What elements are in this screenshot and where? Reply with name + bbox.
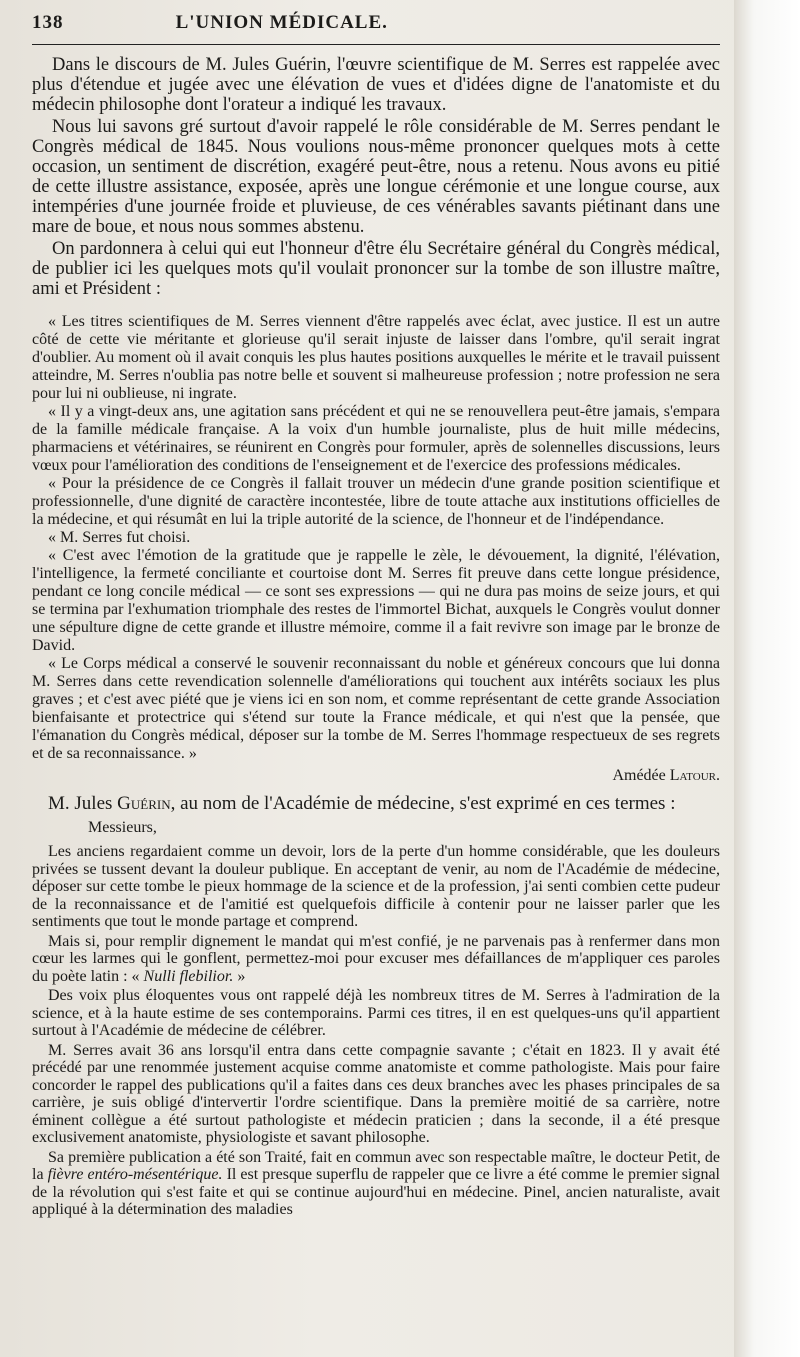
section-title-prefix: M. Jules	[48, 793, 113, 814]
guerin-p2-text-b: »	[233, 967, 246, 985]
intro-paragraph-1: Dans le discours de M. Jules Guérin, l'œuvre scientifique de M. Serres est rappelée avec plus d'étendue et jugée avec une élévation de vues et d'idées digne de l'anatomiste et du médecin philosophe dont l'orateur a indiqué les travaux.	[32, 55, 720, 115]
salutation: Messieurs,	[88, 819, 157, 836]
latour-paragraph-2: « Il y a vingt-deux ans, une agitation sans précédent et qui ne se renouvellera peut-être jamais, s'empara de la famille médicale française. A la voix d'un humble journaliste, plus de huit mille médecins, pharmaciens et vétérinaires, se réunirent en Congrès pour formuler, après de solennelles discussions, leurs vœux pour l'amélioration des conditions de l'enseignement et de l'exercice des professions médicales.	[32, 403, 720, 474]
guerin-paragraph-5	[32, 1149, 720, 1219]
guerin-speech	[32, 843, 720, 1219]
page-edge	[734, 0, 800, 1357]
page-number: 138	[32, 12, 64, 33]
guerin-p5-italic: fièvre entéro-mésentérique.	[47, 1166, 223, 1183]
section-title-rest: , au nom de l'Académie de médecine, s'est exprimé en ces termes :	[170, 793, 676, 814]
intro-section	[32, 55, 720, 299]
running-title: L'UNION MÉDICALE.	[175, 12, 388, 33]
section-title-name: Guérin	[117, 793, 171, 814]
header-rule	[32, 44, 720, 45]
latour-paragraph-4: « M. Serres fut choisi.	[48, 529, 191, 546]
guerin-p5-text-a: Sa première publication a été son Traité, fait en commun avec son respectable maître, le docteur Petit, de la	[32, 1148, 720, 1183]
guerin-paragraph-2	[32, 933, 720, 986]
guerin-paragraph-3: Des voix plus éloquentes vous ont rappelé déjà les nombreux titres de M. Serres à l'admiration de la science, et à la haute estime de ses contemporains. Parmi ces titres, il en est quelques-uns qu'il appartient surtout à l'Académie de médecine de célébrer.	[32, 987, 720, 1039]
guerin-p2-italic: Nulli flebilior.	[143, 967, 234, 985]
guerin-p2-text-a: Mais si, pour remplir dignement le mandat qui m'est confié, je ne parvenais pas à renfermer dans mon cœur les larmes qui le gonflent, permettez-moi pour excuser mes défaillances de m'appliquer ces paroles du poète latin : «	[32, 932, 720, 985]
latour-paragraph-1: « Les titres scientifiques de M. Serres viennent d'être rappelés avec éclat, avec justice. Il est un autre côté de cette vie méritante et glorieuse qu'il serait injuste de laisser dans l'ombre, qu'il serait ingrat d'oublier. Au moment où il avait conquis les plus hautes positions auxquelles le mérite et le travail puissent atteindre, M. Serres n'oublia pas notre belle et souvent si malheureuse profession ; notre profession ne sera pour lui ni oublieuse, ni ingrate.	[32, 313, 720, 402]
section-title	[32, 793, 720, 815]
latour-paragraph-6: « Le Corps médical a conservé le souvenir reconnaissant du noble et généreux concours que lui donna M. Serres dans cette revendication solennelle d'améliorations qui touchent aux intérêts sociaux les plus graves ; et c'est avec piété que je viens ici en son nom, et comme représentant de cette grande Association bienfaisante et protectrice qui s'étend sur toute la France médicale, et qui n'est que la pensée, que l'émanation du Congrès médical, déposer sur la tombe de M. Serres l'hommage respectueux de ses regrets et de sa reconnaissance. »	[32, 655, 720, 762]
signature	[32, 767, 720, 785]
guerin-paragraph-1: Les anciens regardaient comme un devoir, lors de la perte d'un homme considérable, que les douleurs privées se tussent devant la douleur publique. En acceptant de venir, au nom de l'Académie de médecine, déposer sur cette tombe le pieux hommage de la science et de la profession, j'ai senti combien cette pudeur de la reconnaissance et de l'amitié est quelquefois difficile à contenir pour ne laisser parler que les sentiments que tout le monde partage et comprend.	[32, 843, 720, 930]
signature-last-name: Latour.	[669, 767, 720, 784]
intro-paragraph-3: On pardonnera à celui qui eut l'honneur d'être élu Secrétaire général du Congrès médical, de publier ici les quelques mots qu'il voulait prononcer sur la tombe de son illustre maître, ami et Président :	[32, 239, 720, 299]
signature-first-name: Amédée	[612, 767, 666, 784]
latour-paragraph-3: « Pour la présidence de ce Congrès il fallait trouver un médecin d'une grande position scientifique et professionnelle, d'une dignité de caractère incontestée, libre de toute attache aux institutions officielles de la médecine, et qui résumât en lui la triple autorité de la science, de l'honneur et de l'indépendance.	[32, 475, 720, 528]
guerin-paragraph-4: M. Serres avait 36 ans lorsqu'il entra dans cette compagnie savante ; c'était en 1823. Il y avait été précédé par une renommée justement acquise comme anatomiste et comme pathologiste. Mais pour faire concorder le rappel des publications qu'il a faites dans ces deux branches avec les phases principales de sa carrière, je suis obligé d'intervertir l'ordre scientifique. Dans la première moitié de sa carrière, notre éminent collègue a été surtout pathologiste et médecin praticien ; dans la seconde, il a été presque exclusivement anatomiste, physiologiste et savant philosophe.	[32, 1041, 720, 1146]
latour-speech	[32, 313, 720, 763]
latour-paragraph-5: « C'est avec l'émotion de la gratitude que je rappelle le zèle, le dévouement, la dignité, l'élévation, l'intelligence, la fermeté conciliante et courtoise dont M. Serres fit preuve dans cette longue présidence, pendant ce long concile médical — ce sont ses expressions — qui ne dura pas moins de seize jours, et qui se termina par l'exhumation triomphale des restes de l'immortel Bichat, auxquels le Congrès voulut donner une sépulture digne de cette grande et illustre mémoire, comme il a fait revivre son image par le bronze de David.	[32, 547, 720, 654]
intro-paragraph-2: Nous lui savons gré surtout d'avoir rappelé le rôle considérable de M. Serres pendant le Congrès médical de 1845. Nous voulions nous-même prononcer quelques mots à cette occasion, un sentiment de discrétion, exagéré peut-être, nous a retenu. Nous avons eu pitié de cette illustre assistance, exposée, après une longue cérémonie et une longue course, aux intempéries d'une journée froide et pluvieuse, de ces vénérables savants piétinant dans une mare de boue, et nous nous sommes abstenu.	[32, 117, 720, 237]
guerin-p5-text-b: Il est presque superflu de rappeler que ce livre a été comme le premier signal de la révolution qui s'est faite et qui se continue aujourd'hui en médecine. Pinel, ancien naturaliste, avait appliqué à la détermination des maladies	[32, 1166, 721, 1218]
running-header	[32, 12, 720, 36]
